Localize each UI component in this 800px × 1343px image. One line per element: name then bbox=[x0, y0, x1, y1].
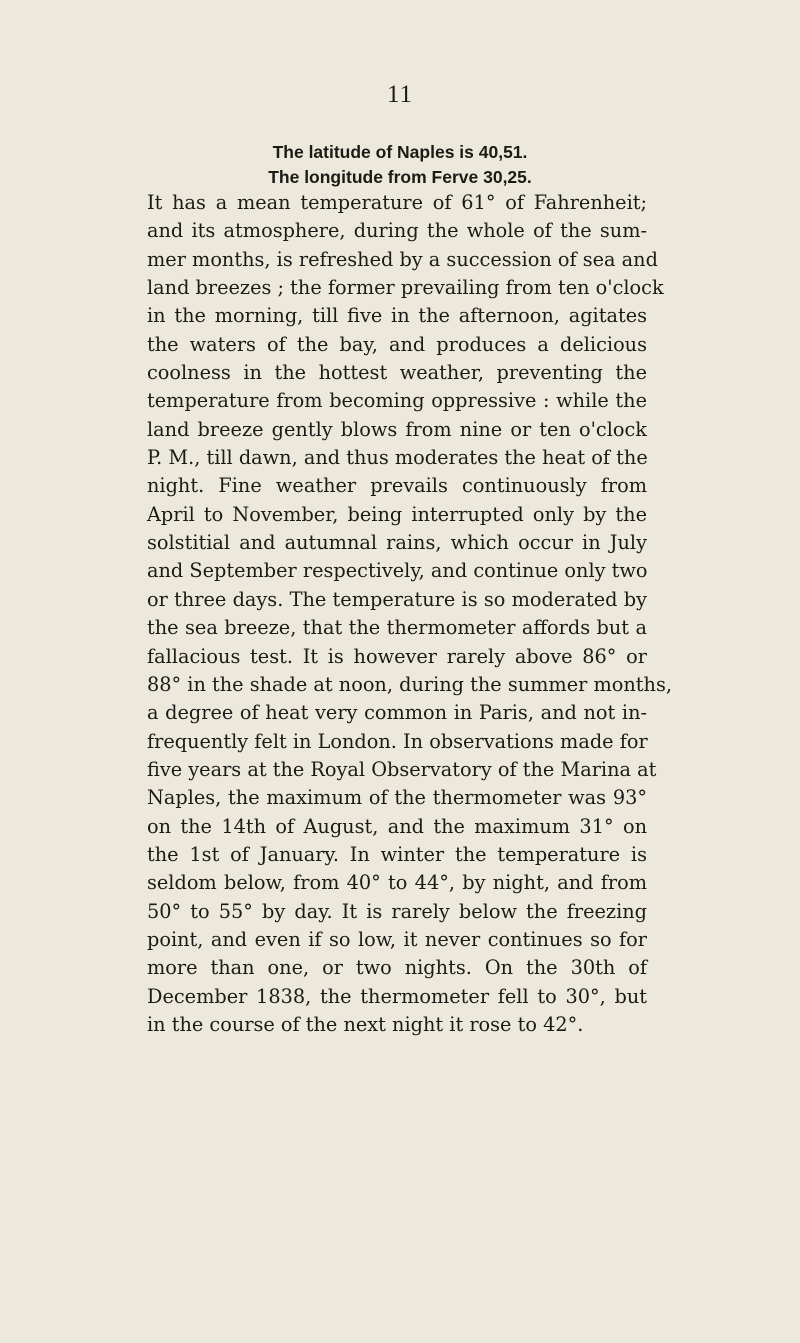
text-line: or three days. The temperature is so moderated by bbox=[147, 587, 647, 611]
text-line: more than one, or two nights. On the 30th of bbox=[147, 956, 647, 980]
body-paragraph bbox=[147, 189, 672, 1039]
text-line: December 1838, the thermometer fell to 30°, but bbox=[147, 984, 647, 1008]
text-line: temperature from becoming oppressive : while the bbox=[147, 389, 647, 413]
text-line: solstitial and autumnal rains, which occur in July bbox=[147, 531, 647, 555]
text-line: point, and even if so low, it never continues so for bbox=[147, 927, 647, 951]
longitude-line: The longitude from Ferve 30,25. bbox=[268, 167, 532, 187]
text-line: a degree of heat very common in Paris, and not in- bbox=[147, 701, 647, 725]
text-line: the 1st of January. In winter the temperature is bbox=[147, 842, 647, 866]
text-line: five years at the Royal Observatory of the Marina at bbox=[147, 757, 657, 781]
text-line: 50° to 55° by day. It is rarely below the freezing bbox=[147, 899, 647, 923]
text-line: coolness in the hottest weather, preventing the bbox=[147, 361, 647, 385]
text-line: Naples, the maximum of the thermometer was 93° bbox=[147, 786, 647, 810]
page-number: 11 bbox=[386, 81, 414, 108]
text-line: It has a mean temperature of 61° of Fahrenheit; bbox=[147, 191, 647, 214]
text-line: in the morning, till five in the afternoon, agitates bbox=[147, 304, 647, 328]
text-line: fallacious test. It is however rarely above 86° or bbox=[147, 644, 647, 668]
latitude-line: The latitude of Naples is 40,51. bbox=[272, 142, 528, 162]
text-line: the sea breeze, that the thermometer affords but a bbox=[147, 616, 647, 640]
text-line: 88° in the shade at noon, during the summer months, bbox=[147, 672, 672, 696]
text-line: land breezes ; the former prevailing from ten o'clock bbox=[147, 276, 664, 300]
text-line: land breeze gently blows from nine or ten o'clock bbox=[147, 417, 647, 441]
text-line: in the course of the next night it rose to 42°. bbox=[147, 1012, 584, 1036]
text-line: and its atmosphere, during the whole of the sum- bbox=[147, 219, 647, 243]
text-line: frequently felt in London. In observations made for bbox=[147, 729, 648, 753]
text-line: P. M., till dawn, and thus moderates the heat of the bbox=[147, 446, 648, 470]
text-line: on the 14th of August, and the maximum 31° on bbox=[147, 814, 647, 838]
text-line: mer months, is refreshed by a succession of sea and bbox=[147, 247, 658, 271]
text-line: night. Fine weather prevails continuously from bbox=[147, 474, 647, 498]
text-line: and September respectively, and continue only two bbox=[147, 559, 648, 583]
text-line: the waters of the bay, and produces a delicious bbox=[147, 332, 647, 356]
text-line: April to November, being interrupted only by the bbox=[147, 502, 647, 526]
text-line: seldom below, from 40° to 44°, by night, and from bbox=[147, 871, 647, 895]
coordinates-block bbox=[0, 140, 800, 190]
